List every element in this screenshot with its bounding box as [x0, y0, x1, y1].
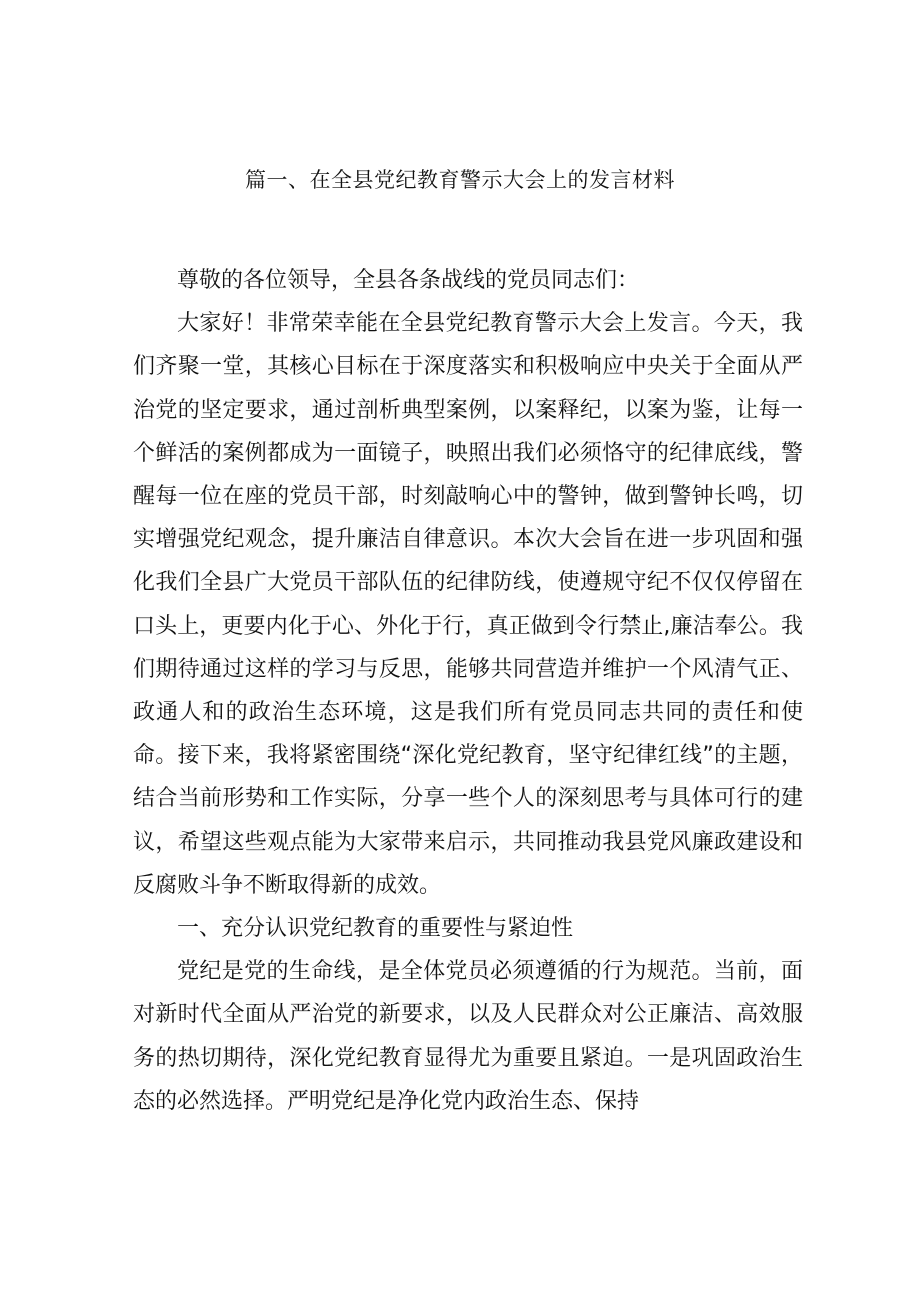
document-title: 篇一、在全县党纪教育警示大会上的发言材料: [245, 168, 675, 192]
section-heading: 一、充分认识党纪教育的重要性与紧迫性: [177, 916, 574, 942]
salutation: 尊敬的各位领导，全县各条战线的党员同志们：: [177, 268, 640, 293]
document-body: [133, 259, 803, 1123]
paragraph-opening: 大家好！非常荣幸能在全县党纪教育警示大会上发言。今天，我们齐聚一堂，其核心目标在于深度落实和积极响应中央关于全面从严治党的坚定要求，通过剖析典型案例，以案释纪，以案为鉴，让每一个鲜活的案例都成为一面镜子，映照出我们必须恪守的纪律底线，警醒每一位在座的党员干部，时刻敲响心中的警钟，做到警钟长鸣，切实增强党纪观念，提升廉洁自律意识。本次大会旨在进一步巩固和强化我们全县广大党员干部队伍的纪律防线，使遵规守纪不仅仅停留在口头上，更要内化于心、外化于行，真正做到令行禁止,廉洁奉公。我们期待通过这样的学习与反思，能够共同营造并维护一个风清气正、政通人和的政治生态环境，这是我们所有党员同志共同的责任和使命。接下来，我将紧密围绕“深化党纪教育，坚守纪律红线”的主题，结合当前形势和工作实际，分享一些个人的深刻思考与具体可行的建议，希望这些观点能为大家带来启示，共同推动我县党风廉政建设和反腐败斗争不断取得新的成效。: [133, 311, 803, 898]
paragraph-section-one: 党纪是党的生命线，是全体党员必须遵循的行为规范。当前，面对新时代全面从严治党的新要求，以及人民群众对公正廉洁、高效服务的热切期待，深化党纪教育显得尤为重要且紧迫。一是巩固政治生态的必然选择。严明党纪是净化党内政治生态、保持: [133, 959, 803, 1114]
